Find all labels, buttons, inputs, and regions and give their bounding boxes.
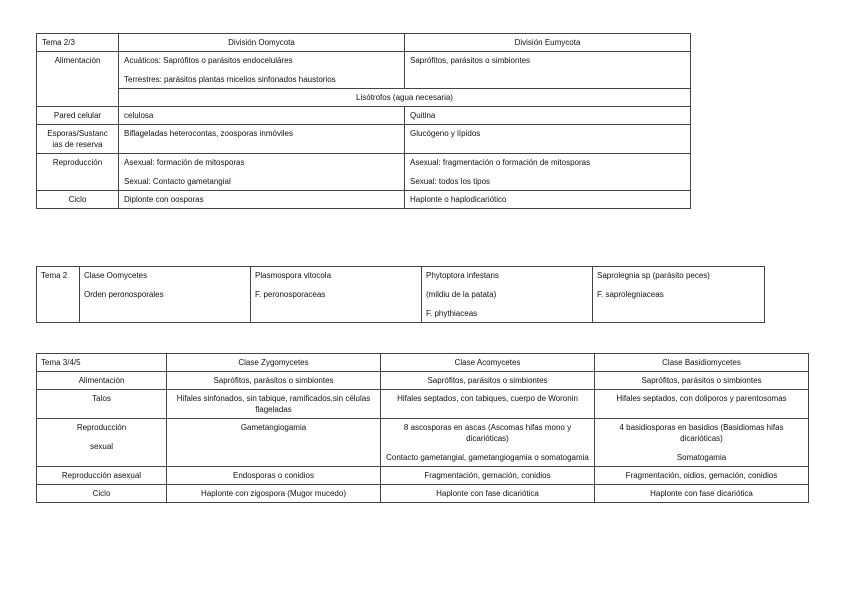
cell-line: Sexual: todos los tipos (410, 177, 491, 186)
table-cell: Fragmentación, oidios, gemación, conidios (595, 467, 809, 485)
table-row (37, 191, 691, 209)
cell-line: F. peronosporaceas (255, 290, 326, 299)
column-header: Clase Zygomycetes (167, 354, 381, 372)
row-label (37, 419, 167, 467)
cell-line: Saprolegnia sp (parásito peces) (597, 271, 710, 280)
table-cell: Tema 2 (37, 267, 80, 323)
table-row (37, 467, 809, 485)
row-label: Ciclo (37, 485, 167, 503)
table-cell: celulosa (119, 107, 405, 125)
cell-line: Asexual: formación de mitosporas (124, 158, 245, 167)
table-cell (405, 154, 691, 191)
table-cell (251, 267, 422, 323)
cell-line: Esporas/Sustanc (47, 129, 108, 138)
table-cell: Saprófitos, parásitos o simbiontes (405, 52, 691, 89)
cell-line: Plasmospora vitocola (255, 271, 332, 280)
table-row (37, 154, 691, 191)
table-cell: Biflageladas heterocontas, zoosporas inmóviles (119, 125, 405, 154)
table-cell: Tema 3/4/5 (37, 354, 167, 372)
species-table (36, 266, 765, 323)
table-row (37, 125, 691, 154)
row-label: Alimentación (37, 52, 119, 107)
table-row (37, 52, 691, 89)
cell-line: Asexual: fragmentación o formación de mitosporas (410, 158, 591, 167)
table-row (37, 354, 809, 372)
table-row (37, 419, 809, 467)
table-cell: Diplonte con oosporas (119, 191, 405, 209)
table-cell (381, 419, 595, 467)
table-cell: Lisótrofos (agua necesaria) (119, 89, 691, 107)
cell-line: Sexual: Contacto gametangial (124, 177, 231, 186)
cell-line: (mildiu de la patata) (426, 290, 497, 299)
table-cell: Haplonte o haplodicariótico (405, 191, 691, 209)
column-header: Clase Basidiomycetes (595, 354, 809, 372)
row-label: Talos (37, 390, 167, 419)
table-cell: Saprófitos, parásitos o simbiontes (381, 372, 595, 390)
class-table (36, 353, 809, 503)
cell-line: ias de reserva (52, 140, 103, 149)
table-cell: Hifales septados, con tabiques, cuerpo de Woronin (381, 390, 595, 419)
cell-line: Somatogamia (676, 453, 727, 462)
cell-line: Reproducción (76, 423, 127, 432)
cell-line: Phytoptora infestans (426, 271, 499, 280)
table-cell: Glucógeno y lípidos (405, 125, 691, 154)
division-table (36, 33, 691, 209)
table-cell: Fragmentación, gemación, conidios (381, 467, 595, 485)
table-row (37, 267, 765, 323)
column-header: División Eumycota (405, 34, 691, 52)
row-label: Pared celular (37, 107, 119, 125)
table-cell: Haplonte con zigospora (Mugor mucedo) (167, 485, 381, 503)
table-cell: Endosporas o conidios (167, 467, 381, 485)
cell-line: Terrestres: parásitos plantas micelios sinfonados haustorios (124, 75, 336, 84)
table-cell: Haplonte con fase dicariótica (595, 485, 809, 503)
table-row (37, 485, 809, 503)
table-row (37, 107, 691, 125)
cell-line: Clase Oomycetes (84, 271, 148, 280)
table-cell: Hifales septados, con doliporos y parentosomas (595, 390, 809, 419)
column-header: Clase Acomycetes (381, 354, 595, 372)
table-cell: Haplonte con fase dicariótica (381, 485, 595, 503)
table-cell (119, 52, 405, 89)
cell-line: 8 ascosporas en ascas (Ascomas hifas mono y dicarióticas) (403, 423, 572, 443)
cell-line: F. phythiaceas (426, 309, 478, 318)
row-label: Ciclo (37, 191, 119, 209)
table-cell (593, 267, 765, 323)
table-cell: Saprófitos, parásitos o simbiontes (167, 372, 381, 390)
cell-line: Orden peronosporales (84, 290, 164, 299)
row-label (37, 125, 119, 154)
table-cell: Hifales sinfonados, sin tabique, ramificados,sin células flageladas (167, 390, 381, 419)
row-label: Alimentación (37, 372, 167, 390)
row-label: Reproducción asexual (37, 467, 167, 485)
column-header: División Oomycota (119, 34, 405, 52)
table-cell (119, 154, 405, 191)
table-cell: Quitina (405, 107, 691, 125)
cell-line: sexual (89, 442, 114, 451)
cell-line: Acuáticos: Saprófitos o parásitos endoceluláres (124, 56, 293, 65)
table-row (37, 372, 809, 390)
cell-line: F. saprolegniaceas (597, 290, 664, 299)
table-cell (595, 419, 809, 467)
table-cell: Gametangiogamia (167, 419, 381, 467)
cell-line: 4 basidiosporas en basidios (Basidiomas hifas dicarióticas) (619, 423, 784, 443)
table-cell (80, 267, 251, 323)
table-cell: Saprófitos, parásitos o simbiontes (595, 372, 809, 390)
cell-line: Contacto gametangial, gametangiogamia o somatogamia (386, 453, 589, 462)
table-cell (422, 267, 593, 323)
table-cell: Tema 2/3 (37, 34, 119, 52)
table-row (37, 89, 691, 107)
row-label: Reproducción (37, 154, 119, 191)
table-row (37, 390, 809, 419)
table-row (37, 34, 691, 52)
